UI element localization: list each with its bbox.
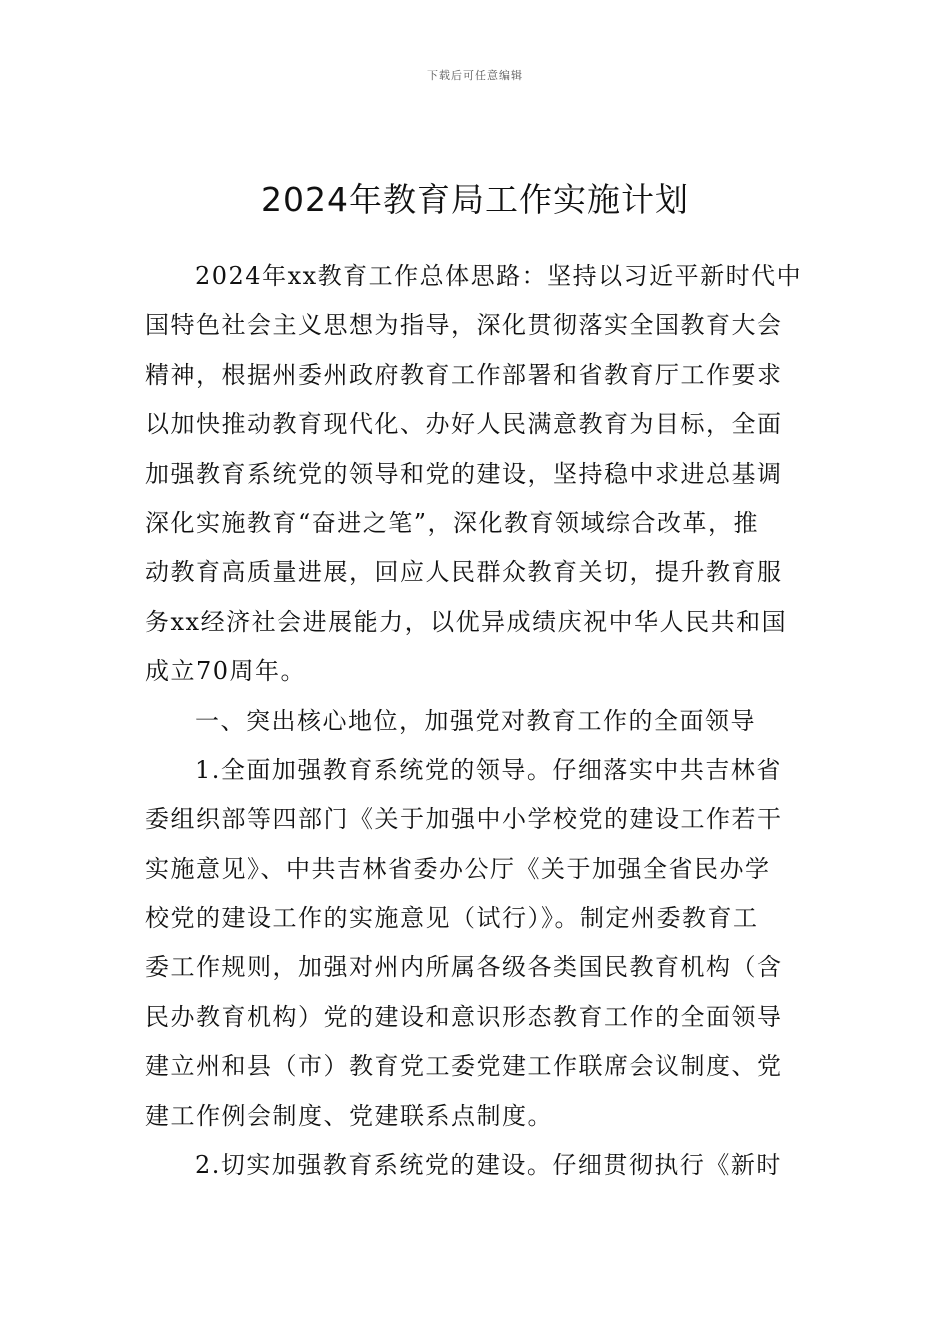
page-header-note: 下载后可任意编辑 bbox=[427, 69, 523, 82]
document-body bbox=[145, 252, 808, 1190]
body-line: 国特色社会主义思想为指导，深化贯彻落实全国教育大会 bbox=[145, 311, 783, 340]
body-line: 建工作例会制度、党建联系点制度。 bbox=[145, 1101, 553, 1130]
body-line: 1.全面加强教育系统党的领导。仔细落实中共吉林省 bbox=[195, 755, 782, 784]
body-line: 校党的建设工作的实施意见（试行）》。制定州委教育工 bbox=[145, 904, 759, 933]
body-line: 成立70周年。 bbox=[145, 657, 307, 686]
body-line: 实施意见》、中共吉林省委办公厅《关于加强全省民办学 bbox=[145, 854, 771, 883]
body-line: 以加快推动教育现代化、办好人民满意教育为目标，全面 bbox=[145, 410, 783, 439]
body-line: 2.切实加强教育系统党的建设。仔细贯彻执行《新时 bbox=[195, 1151, 782, 1180]
body-line: 民办教育机构）党的建设和意识形态教育工作的全面领导 bbox=[145, 1002, 783, 1031]
body-line: 加强教育系统党的领导和党的建设，坚持稳中求进总基调 bbox=[145, 459, 783, 488]
body-line: 精神，根据州委州政府教育工作部署和省教育厅工作要求 bbox=[145, 360, 783, 389]
body-line: 建立州和县（市）教育党工委党建工作联席会议制度、党 bbox=[145, 1052, 783, 1081]
section-heading: 一、突出核心地位，加强党对教育工作的全面领导 bbox=[195, 706, 756, 735]
body-line: 务xx经济社会进展能力，以优异成绩庆祝中华人民共和国 bbox=[145, 607, 788, 636]
body-line: 2024年xx教育工作总体思路：坚持以习近平新时代中 bbox=[195, 262, 803, 290]
body-line: 委组织部等四部门《关于加强中小学校党的建设工作若干 bbox=[145, 805, 783, 834]
body-line: 委工作规则，加强对州内所属各级各类国民教育机构（含 bbox=[145, 953, 783, 982]
body-line: 深化实施教育“奋进之笔”，深化教育领域综合改革，推 bbox=[145, 508, 760, 537]
body-line: 动教育高质量进展，回应人民群众教育关切，提升教育服 bbox=[145, 558, 783, 587]
document-title: 2024年教育局工作实施计划 bbox=[261, 180, 689, 219]
